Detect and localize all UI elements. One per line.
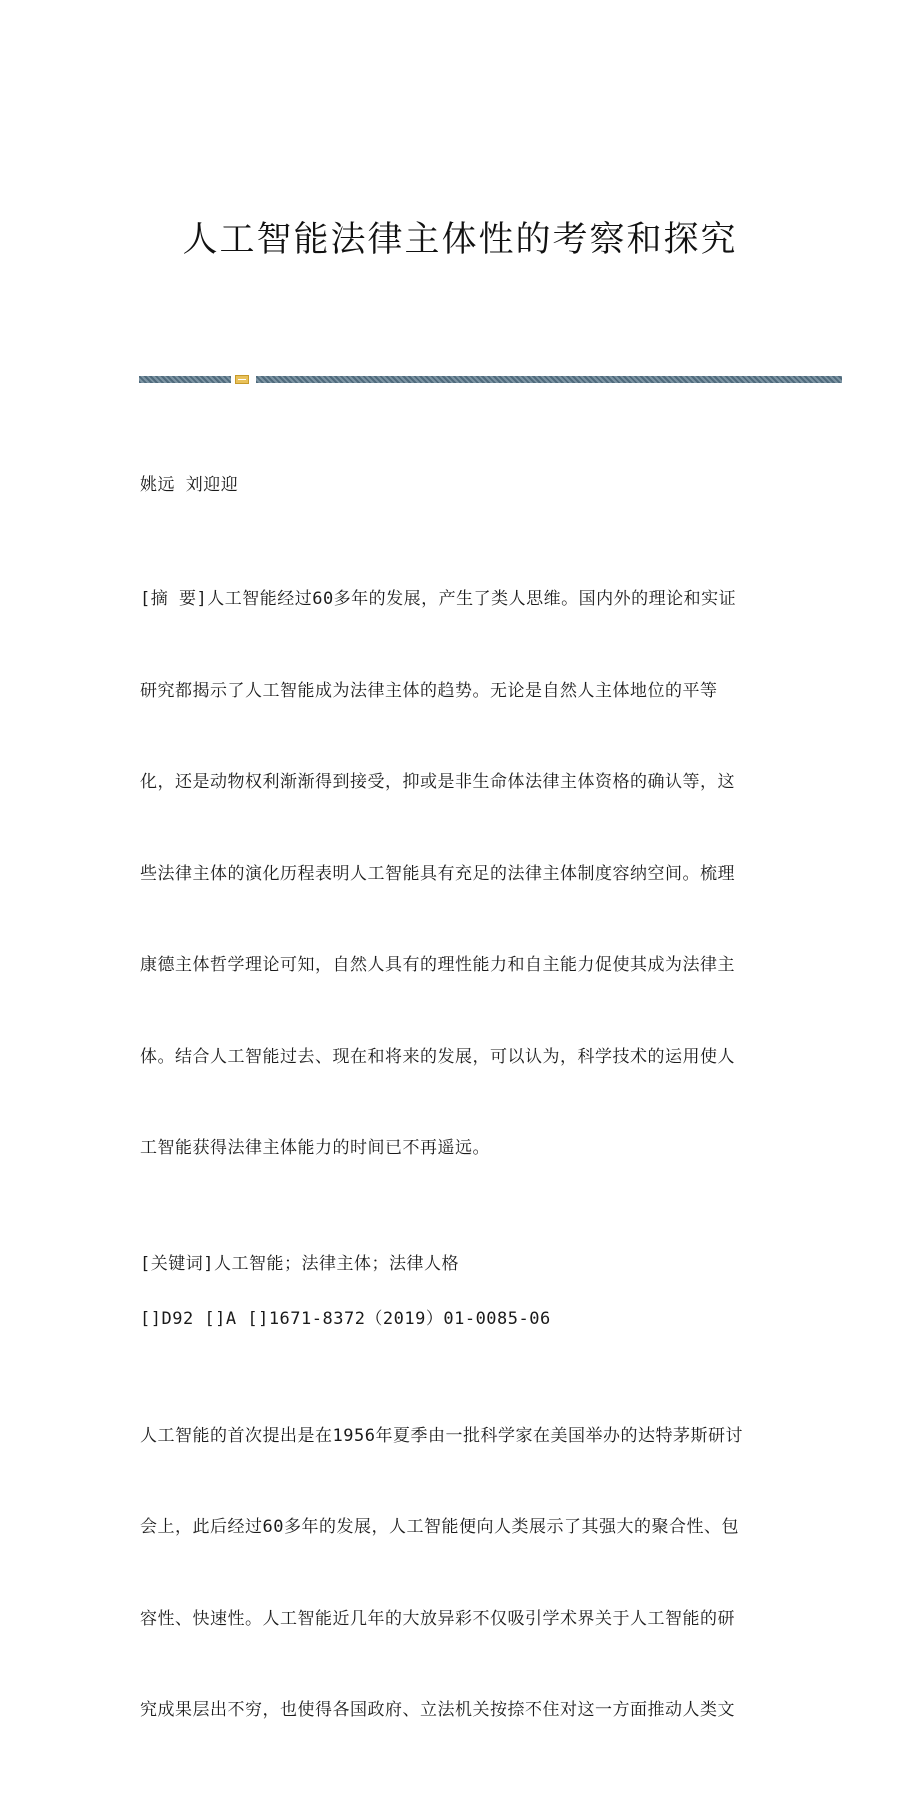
body-line: 会上，此后经过60多年的发展，人工智能便向人类展示了其强大的聚合性、包 — [140, 1517, 739, 1537]
document-body — [140, 470, 785, 1809]
abstract-line: 康德主体哲学理论可知，自然人具有的理性能力和自主能力促使其成为法律主 — [140, 955, 735, 975]
body-line: 容性、快速性。人工智能近几年的大放异彩不仅吸引学术界关于人工智能的研 — [140, 1608, 735, 1629]
classification-line: []D92 []A []1671-8372（2019）01-0085-06 — [140, 1309, 551, 1329]
divider-ornament-icon — [235, 375, 249, 384]
title-divider — [139, 375, 842, 384]
body-line: 人工智能的首次提出是在1956年夏季由一批科学家在美国举办的达特茅斯研讨 — [140, 1425, 743, 1446]
abstract-line: 研究都揭示了人工智能成为法律主体的趋势。无论是自然人主体地位的平等 — [140, 680, 718, 701]
abstract-line: 体。结合人工智能过去、现在和将来的发展，可以认为，科学技术的运用使人 — [140, 1046, 735, 1067]
abstract-line: 工智能获得法律主体能力的时间已不再遥远。 — [140, 1138, 490, 1158]
abstract-line: 化，还是动物权利渐渐得到接受，抑或是非生命体法律主体资格的确认等，这 — [140, 772, 735, 792]
authors: 姚远 刘迎迎 — [140, 475, 239, 495]
body-paragraph — [140, 1360, 785, 1787]
abstract-line: 些法律主体的演化历程表明人工智能具有充足的法律主体制度容纳空间。梳理 — [140, 863, 735, 884]
body-line: 究成果层出不穷，也使得各国政府、立法机关按捺不住对这一方面推动人类文 — [140, 1700, 735, 1720]
document-title: 人工智能法律主体性的考察和探究 — [182, 220, 738, 260]
divider-bar-left — [139, 376, 231, 383]
keywords: [关键词]人工智能；法律主体；法律人格 — [140, 1253, 459, 1274]
abstract — [140, 523, 785, 1225]
abstract-line: [摘 要]人工智能经过60多年的发展，产生了类人思维。国内外的理论和实证 — [140, 589, 737, 609]
divider-bar-right — [256, 376, 842, 383]
